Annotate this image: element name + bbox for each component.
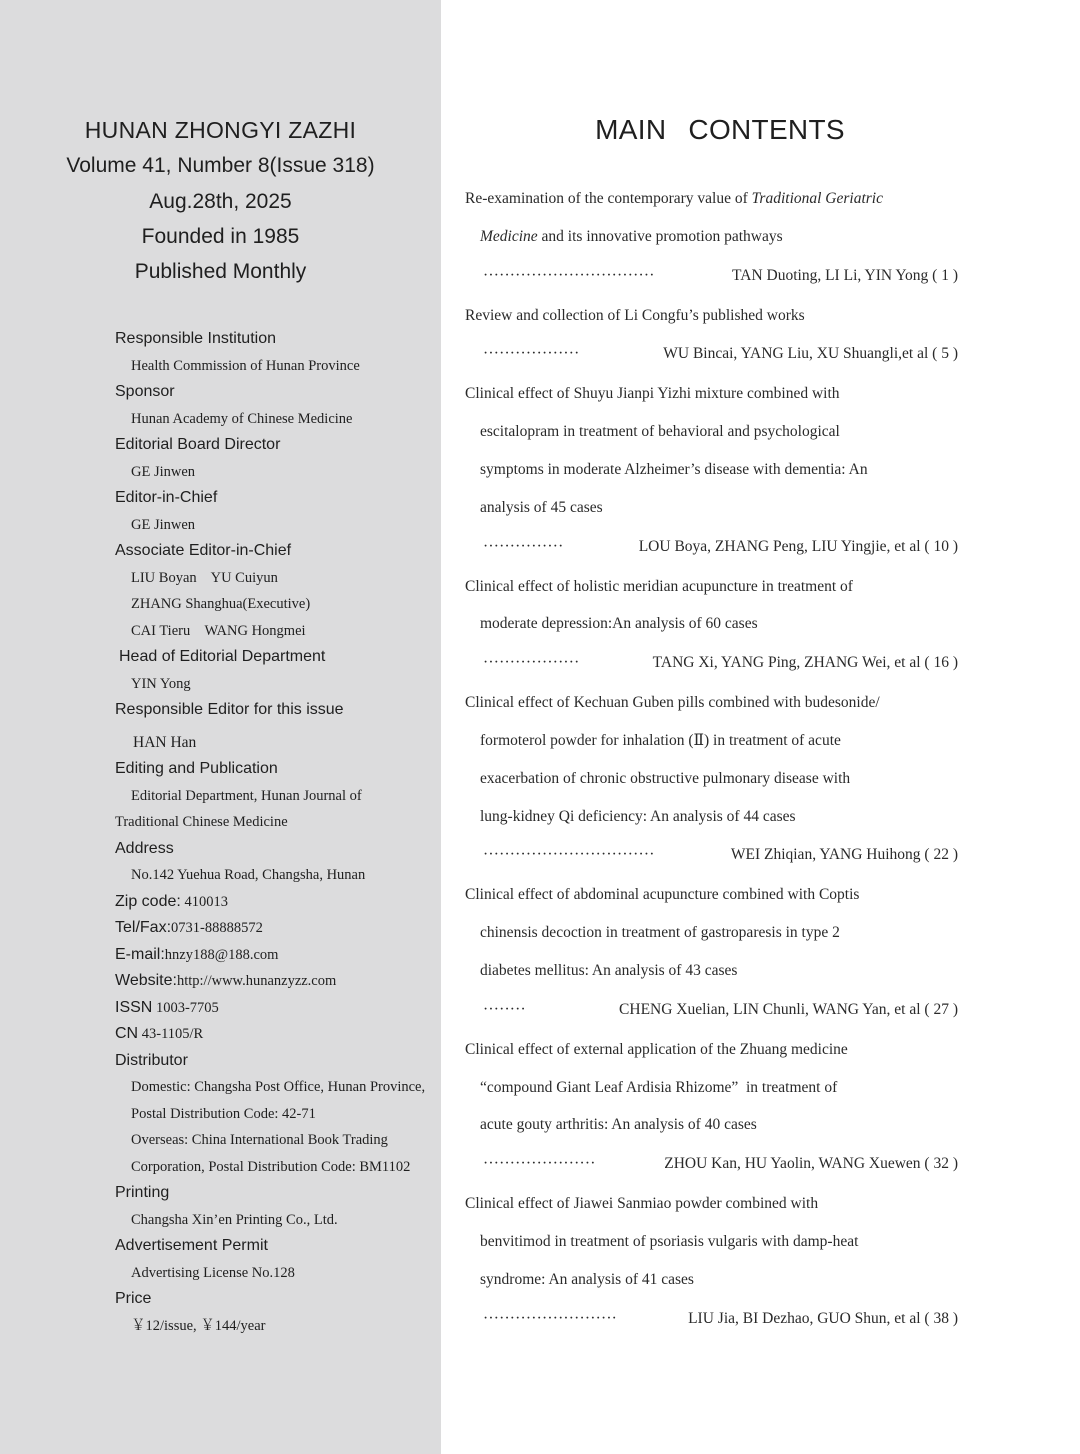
info-label: Editorial Board Director [115,436,281,453]
entry-title-line [465,218,965,256]
website-value: http://www.hunanzyzz.com [176,973,337,989]
entry-author-line [465,835,958,875]
leader-dots: ·················· [483,654,580,672]
entry-author-line [465,1299,958,1339]
info-value: Hunan Academy of Chinese Medicine [131,410,353,427]
entry-title-line: Clinical effect of Shuyu Jianpi Yizhi mixture combined with [465,385,840,403]
info-label: Sponsor [115,383,175,400]
entry-title-line: formoterol powder for inhalation (Ⅱ) in treatment of acute [480,731,841,749]
info-label: Editing and Publication [115,760,278,777]
publication-info [115,326,435,1339]
info-value: Health Commission of Hunan Province [131,357,360,374]
info-label: Zip code: [115,892,181,910]
info-value: 1003-7705 [152,999,219,1016]
entry-author-line [465,334,958,374]
leader-dots: ································ [483,266,655,284]
info-label: Price [115,1290,152,1307]
leader-dots: ························· [483,1309,618,1327]
info-value: Corporation, Postal Distribution Code: BM1102 [131,1158,411,1175]
entry-author-line [465,1144,958,1184]
info-value: No.142 Yuehua Road, Changsha, Hunan [131,867,366,883]
entry-title-line: Clinical effect of abdominal acupuncture combined with Coptis [465,886,860,904]
info-value: Domestic: Changsha Post Office, Hunan Province, [131,1079,426,1095]
info-value: HAN Han [133,733,197,751]
info-value: Editorial Department, Hunan Journal of [131,787,362,804]
toc-entry[interactable] [465,375,965,566]
entry-title-italic: Medicine [480,227,538,245]
info-value: Traditional Chinese Medicine [115,814,288,830]
entry-title-line: chinensis decoction in treatment of gastroparesis in type 2 [480,924,840,942]
issn-line [115,995,435,1022]
entry-author-line [465,643,958,683]
toc-entry[interactable] [465,568,965,684]
zip-line [115,889,435,916]
main-contents [465,112,965,1340]
info-label: Responsible Institution [115,330,276,347]
toc-entry[interactable] [465,684,965,875]
info-value: Changsha Xin’en Printing Co., Ltd. [131,1211,338,1228]
entry-title-line [465,180,965,218]
entry-title-line: syndrome: An analysis of 41 cases [480,1270,694,1288]
email-value: hnzy188@188.com [164,946,279,963]
info-label: Associate Editor-in-Chief [115,542,292,559]
publication-frequency: Published Monthly [134,260,307,283]
entry-authors-page: TAN Duoting, LI Li, YIN Yong ( 1 ) [732,266,958,284]
leader-dots: ·················· [483,345,580,363]
entry-authors-page: ZHOU Kan, HU Yaolin, WANG Xuewen ( 32 ) [664,1155,958,1173]
toc-entry[interactable] [465,297,965,375]
entry-author-line [465,990,958,1030]
entry-title-italic: Traditional Geriatric [751,190,883,207]
info-value: CAI Tieru WANG Hongmei [131,622,306,639]
entry-author-line [465,527,958,567]
toc-entry[interactable] [465,1185,965,1338]
entry-authors-page: LIU Jia, BI Dezhao, GUO Shun, et al ( 38 ) [688,1309,958,1327]
toc-entry[interactable] [465,1031,965,1184]
info-label: CN [115,1025,139,1042]
info-value: ￥12/issue, ￥144/year [131,1317,266,1334]
leader-dots: ····················· [483,1155,596,1173]
masthead-sidebar [0,0,441,1454]
info-label: Website: [115,972,177,989]
entry-authors-page: WEI Zhiqian, YANG Huihong ( 22 ) [730,846,958,864]
info-label: Advertisement Permit [115,1237,268,1254]
entry-title-line: analysis of 45 cases [480,498,603,516]
entry-title-line: lung-kidney Qi deficiency: An analysis of 44 cases [480,807,796,825]
entry-title-text: Re-examination of the contemporary value of [465,190,752,207]
leader-dots: ································ [483,846,655,864]
info-value: Advertising License No.128 [131,1264,295,1281]
entry-title-line: Clinical effect of holistic meridian acupuncture in treatment of [465,577,853,595]
info-label: ISSN [115,998,153,1016]
entry-title-line: Review and collection of Li Congfu’s published works [465,306,805,324]
info-value: LIU Boyan YU Cuiyun [131,569,278,586]
info-value: Overseas: China International Book Trading [131,1132,388,1148]
info-value: 410013 [180,893,228,910]
email-line [115,942,435,969]
info-label: Address [115,839,174,857]
entry-authors-page: LOU Boya, ZHANG Peng, LIU Yingjie, et al ( 10 ) [638,537,958,555]
toc-entry[interactable] [465,876,965,1029]
entry-title-line: benvitimod in treatment of psoriasis vulgaris with damp-heat [480,1232,859,1250]
journal-title: HUNAN ZHONGYI ZAZHI [84,117,357,143]
info-label: Tel/Fax: [115,919,172,936]
info-value: YIN Yong [131,675,191,692]
website-line [115,968,435,995]
info-value: 0731-88888572 [171,920,263,936]
info-value: GE Jinwen [131,516,196,533]
volume-number: Volume 41, Number 8(Issue 318) [66,154,375,177]
leader-dots: ··············· [483,537,564,555]
entry-title-line: Clinical effect of external application of the Zhuang medicine [465,1040,848,1058]
entry-title-text: and its innovative promotion pathways [537,227,783,245]
info-label: Responsible Editor for this issue [115,701,344,718]
info-value: Postal Distribution Code: 42-71 [131,1105,316,1122]
entry-title-line: diabetes mellitus: An analysis of 43 cases [480,961,738,979]
leader-dots: ········ [483,1000,526,1018]
cn-line [115,1021,435,1048]
entry-authors-page: WU Bincai, YANG Liu, XU Shuangli,et al ( 5 ) [663,345,958,363]
entry-authors-page: TANG Xi, YANG Ping, ZHANG Wei, et al ( 16 ) [652,654,958,672]
info-label: Editor-in-Chief [115,489,218,506]
info-label: Head of Editorial Department [119,648,326,665]
founded-year: Founded in 1985 [141,225,300,248]
entry-title-line: Clinical effect of Jiawei Sanmiao powder combined with [465,1195,819,1213]
info-value: ZHANG Shanghua(Executive) [131,596,311,612]
issue-date: Aug.28th, 2025 [149,190,292,213]
contents-heading: MAIN CONTENTS [595,114,845,145]
entry-title-line: exacerbation of chronic obstructive pulmonary disease with [480,769,851,787]
info-value: GE Jinwen [131,463,196,480]
entry-authors-page: CHENG Xuelian, LIN Chunli, WANG Yan, et al ( 27 ) [619,1000,958,1018]
toc-entry[interactable] [465,180,965,296]
entry-title-line: acute gouty arthritis: An analysis of 40 cases [480,1116,757,1134]
info-label: E-mail: [115,945,165,963]
info-label: Distributor [115,1051,188,1069]
entry-title-line: Clinical effect of Kechuan Guben pills combined with budesonide/ [465,694,880,712]
entry-title-line: moderate depression:An analysis of 60 cases [480,615,758,633]
info-label: Printing [115,1184,170,1201]
entry-title-line: “compound Giant Leaf Ardisia Rhizome” in treatment of [480,1078,838,1096]
entry-author-line [465,256,958,296]
entry-title-line: escitalopram in treatment of behavioral and psychological [480,423,840,441]
tel-line [115,915,435,942]
info-value: 43-1105/R [138,1026,204,1042]
masthead [0,112,441,289]
entry-title-line: symptoms in moderate Alzheimer’s disease with dementia: An [480,460,868,478]
